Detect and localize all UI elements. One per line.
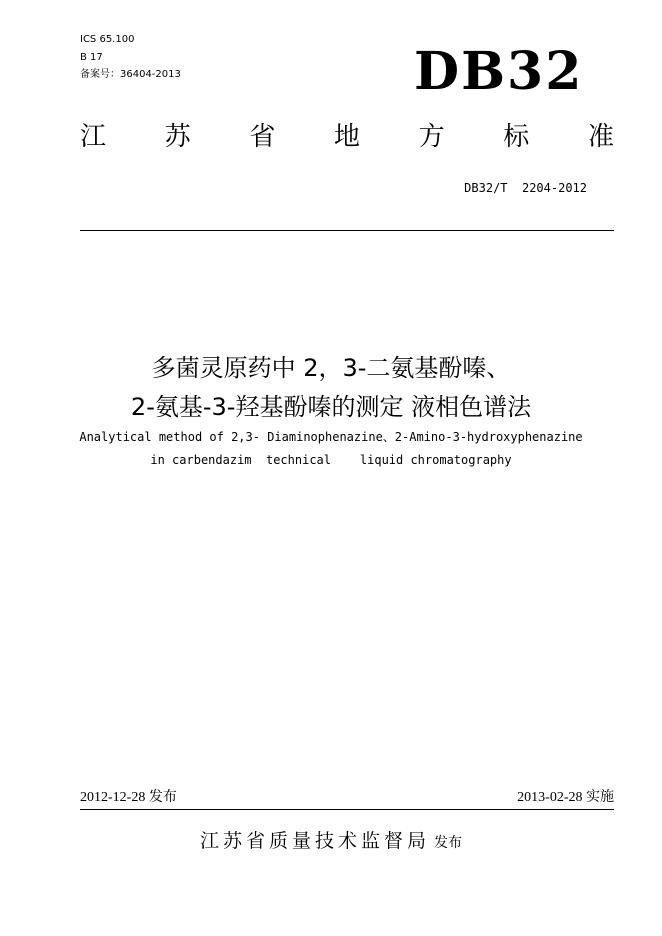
standard-type-char: 江 — [80, 122, 107, 152]
issuer-suffix: 发布 — [434, 835, 462, 851]
english-title-line-2: in carbendazim technical liquid chromatography — [150, 453, 512, 467]
standard-type-char: 方 — [418, 122, 445, 152]
issuer-line — [0, 826, 662, 853]
header-divider — [80, 230, 614, 231]
footer-divider — [80, 809, 614, 810]
filing-number: 备案号：36404-2013 — [80, 69, 181, 80]
english-title-line-1: Analytical method of 2,3- Diaminophenazine、2-Amino-3-hydroxyphenazine — [79, 430, 583, 444]
standard-type-char: 省 — [249, 122, 276, 152]
ics-code: ICS 65.100 — [80, 34, 135, 45]
standard-type-heading — [80, 120, 614, 154]
publish-date: 2012-12-28 发布 — [80, 790, 177, 805]
standard-type-char: 苏 — [164, 122, 191, 152]
standard-type-char: 标 — [503, 122, 530, 152]
standard-type-char: 准 — [587, 122, 614, 152]
chinese-title-line-2: 2-氨基-3-羟基酚嗪的测定 液相色谱法 — [130, 393, 532, 421]
db32-logo: DB32 — [414, 41, 584, 102]
issuer-name: 江苏省质量技术监督局 — [199, 830, 430, 852]
standard-number: DB32/T 2204-2012 — [464, 181, 587, 195]
standard-type-char: 地 — [333, 122, 360, 152]
classification-code: B 17 — [80, 52, 103, 63]
chinese-title-line-1: 多菌灵原药中 2，3-二氨基酚嗪、 — [151, 354, 511, 382]
implement-date: 2013-02-28 实施 — [517, 790, 614, 805]
